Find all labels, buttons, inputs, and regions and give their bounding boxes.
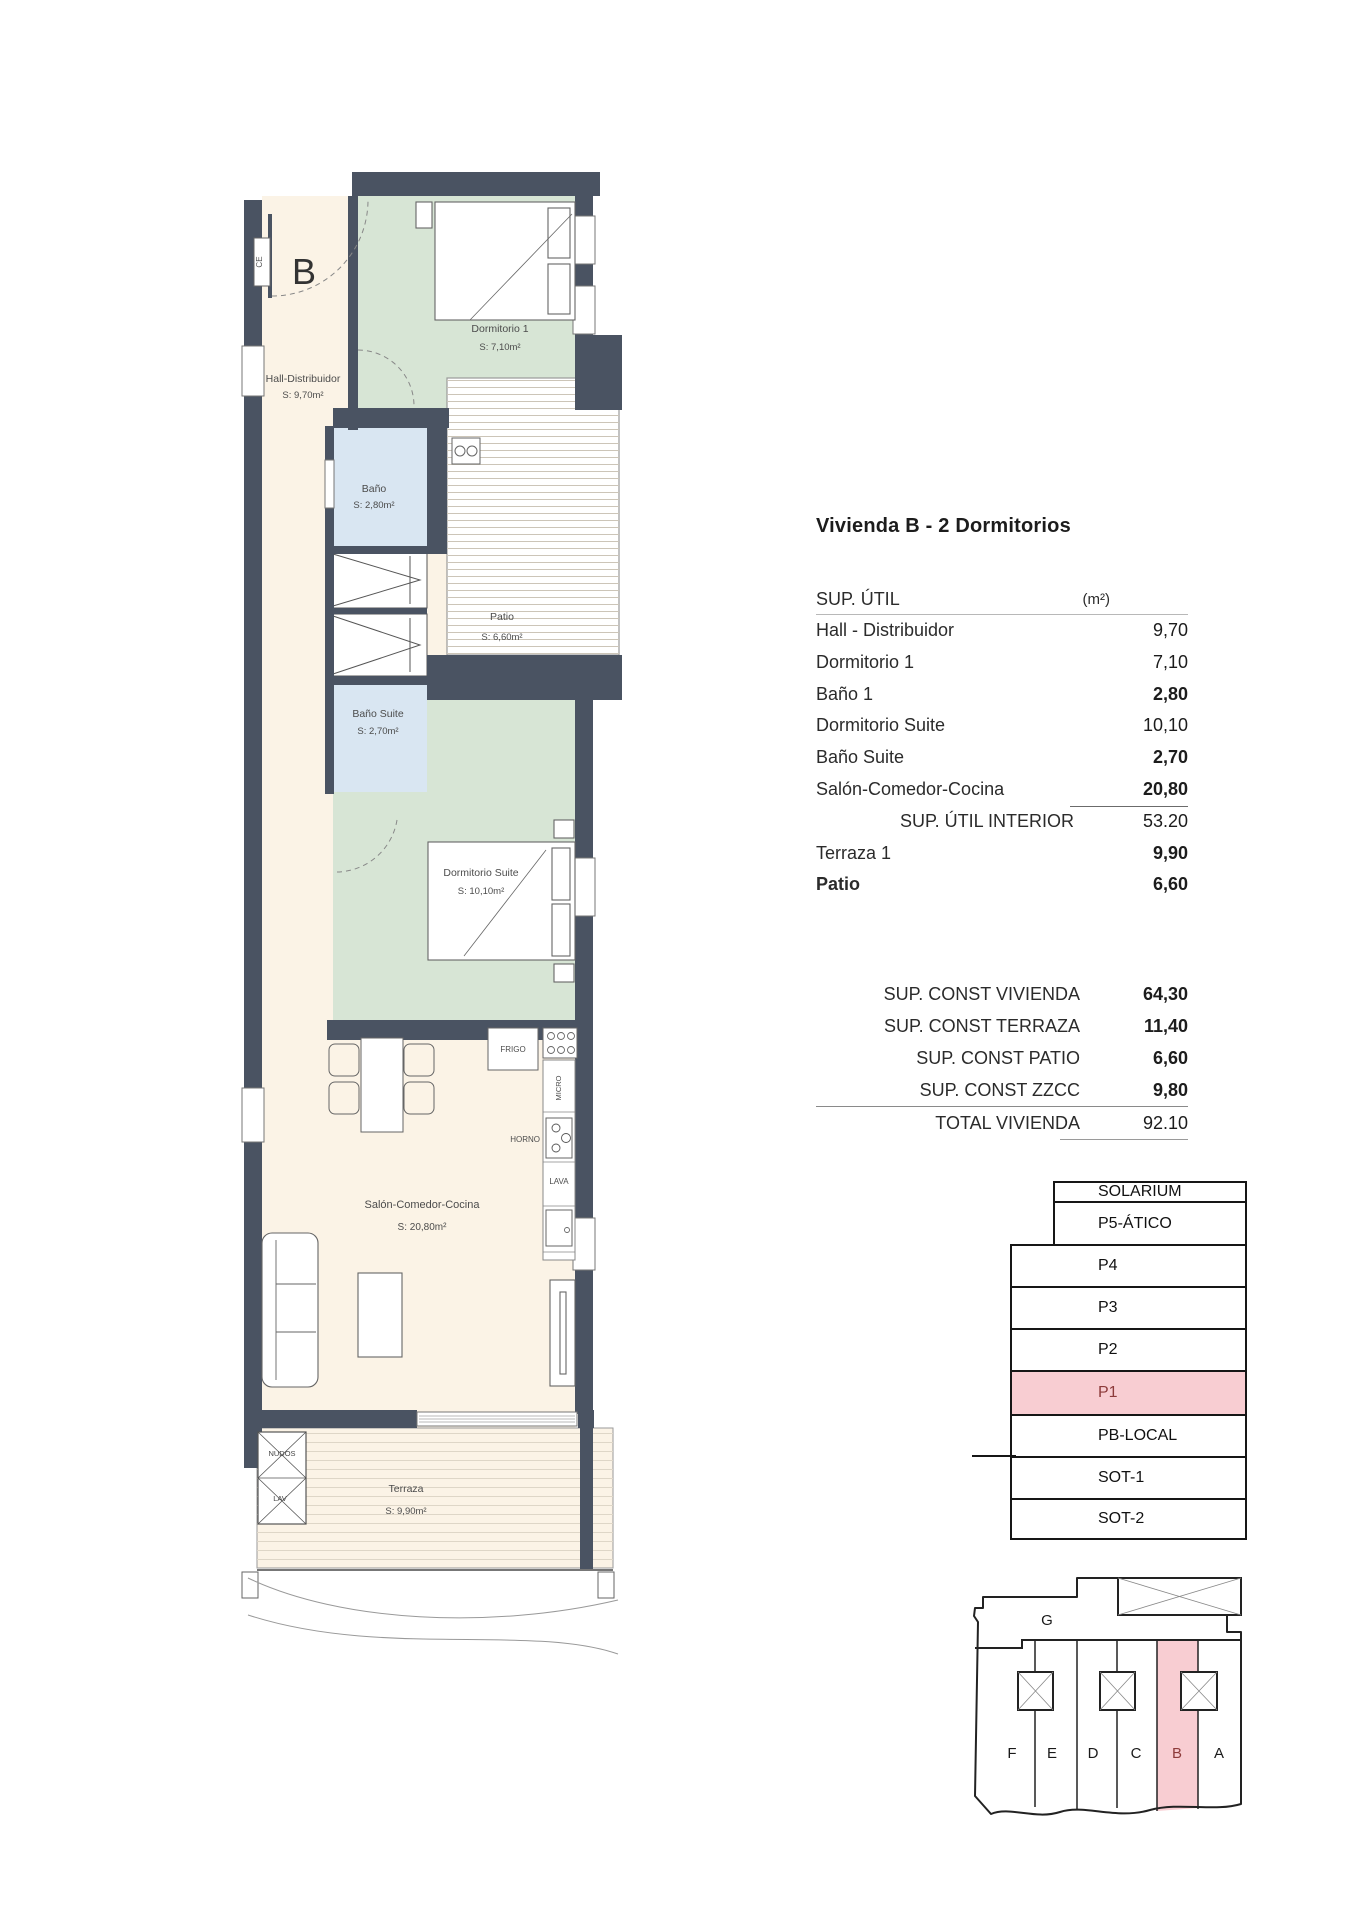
floor-p2: P2 [1010, 1328, 1247, 1372]
table-row: Baño Suite 2,70 [816, 747, 1188, 768]
hall-name: Hall-Distribuidor [265, 373, 341, 385]
terrace-edge [242, 1570, 618, 1654]
table-row: Terraza 1 9,90 [816, 842, 1188, 863]
lava-label: LAVA [549, 1177, 569, 1186]
frigo-label: FRIGO [500, 1045, 526, 1054]
unit-b-label-highlighted: B [1171, 1745, 1183, 1762]
unit-a-label: A [1213, 1745, 1225, 1762]
bano-suite-room [333, 685, 427, 792]
dormitorio1-name: Dormitorio 1 [471, 323, 529, 335]
terraza-name: Terraza [388, 1483, 424, 1495]
dormitorio-suite-name: Dormitorio Suite [443, 867, 519, 879]
table-row-total: TOTAL VIVIENDA 92.10 [935, 1113, 1188, 1133]
sup-util-header [816, 585, 1188, 615]
crossed-block-x [1118, 1578, 1241, 1615]
terraza-hatch [257, 1428, 613, 1568]
dormitorio1-area: S: 7,10m² [479, 342, 521, 353]
table-row: SUP. CONST PATIO 6,60 [916, 1048, 1188, 1068]
block-g-label: G [1041, 1612, 1053, 1629]
table-row: Dormitorio Suite 10,10 [816, 715, 1188, 736]
bano-suite-area: S: 2,70m² [357, 726, 399, 737]
floor-sot1: SOT-1 [1010, 1456, 1247, 1500]
unit-d-label: D [1087, 1745, 1099, 1762]
sliding-door [417, 1412, 577, 1426]
floor-sot2: SOT-2 [1010, 1498, 1247, 1540]
floor-plan-drawing [230, 160, 642, 1720]
table-row: Hall - Distribuidor 9,70 [816, 620, 1188, 640]
band-top-line [975, 1640, 1241, 1648]
table-row: SUP. CONST ZZCC 9,80 [919, 1080, 1188, 1100]
patio-name: Patio [490, 611, 514, 623]
salon-name: Salón-Comedor-Cocina [364, 1199, 480, 1211]
unit-m2-label: (m²) [1082, 591, 1110, 608]
floor-pb-local: PB-LOCAL [1010, 1414, 1247, 1458]
table-row: Patio 6,60 [816, 874, 1188, 895]
suite-furniture [428, 820, 575, 982]
hall-area: S: 9,70m² [282, 390, 324, 401]
terraza-area: S: 9,90m² [385, 1506, 427, 1517]
dormitorio1-furniture [416, 202, 575, 320]
bano-suite-name: Baño Suite [352, 708, 404, 720]
floor-p1-highlighted: P1 [1010, 1370, 1247, 1416]
patio-unit [452, 438, 480, 464]
table-row: Baño 1 2,80 [816, 683, 1188, 704]
floor-p3: P3 [1010, 1286, 1247, 1330]
sup-util-table [816, 585, 1188, 901]
unit-letter: B [292, 251, 317, 292]
site-diagram [965, 1570, 1255, 1830]
patio-hatch [447, 378, 619, 655]
table-row-subtotal: SUP. ÚTIL INTERIOR 53.20 [899, 810, 1188, 831]
bano-area: S: 2,80m² [353, 500, 395, 511]
table-row: Salón-Comedor-Cocina 20,80 [816, 774, 1188, 806]
unit-c-label: C [1130, 1745, 1142, 1762]
sup-util-header-label: SUP. ÚTIL [816, 589, 900, 609]
unit-f-label: F [1007, 1745, 1017, 1762]
ce-label: CE [255, 256, 264, 268]
nudos-label: NUDOS [268, 1449, 296, 1458]
sup-const-table [816, 978, 1188, 1140]
table-row: SUP. CONST VIVIENDA 64,30 [883, 984, 1188, 1004]
unit-b-highlight [1157, 1640, 1198, 1811]
page-title: Vivienda B - 2 Dormitorios [816, 515, 1071, 537]
floor-p5-atico: P5-ÁTICO [1053, 1201, 1247, 1246]
ground-line [972, 1455, 1016, 1457]
total-underline [1060, 1139, 1188, 1140]
bano-name: Baño [361, 483, 387, 495]
ce-meter-box [254, 238, 270, 286]
terrace-closet [258, 1432, 306, 1524]
lav-label: LAV [273, 1494, 287, 1503]
micro-label: MICRO [554, 1075, 563, 1101]
patio-area: S: 6,60m² [481, 632, 523, 643]
table-row: Dormitorio 1 7,10 [816, 651, 1188, 672]
floor-p4: P4 [1010, 1244, 1247, 1288]
horno-label: HORNO [510, 1135, 540, 1144]
salon-area: S: 20,80m² [397, 1222, 447, 1233]
oven-hob [546, 1118, 572, 1158]
elevator-cores [1018, 1672, 1217, 1710]
unit-e-label: E [1046, 1745, 1058, 1762]
table-row: SUP. CONST TERRAZA 11,40 [883, 1016, 1188, 1036]
floor-solarium: SOLARIUM [1053, 1181, 1247, 1203]
dormitorio-suite-area: S: 10,10m² [457, 886, 505, 897]
